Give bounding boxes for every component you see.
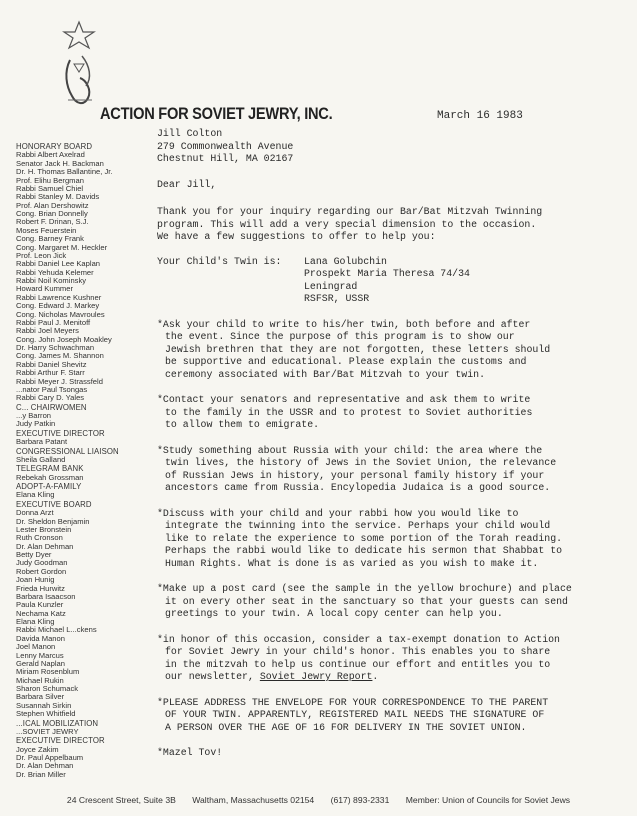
roster-group bbox=[16, 404, 158, 429]
envelope-note bbox=[157, 697, 625, 735]
roster-name: Dr. Brian Miller bbox=[16, 770, 66, 779]
twin-address bbox=[304, 256, 470, 306]
suggestion-write-twin bbox=[157, 319, 625, 382]
roster-name: Elana Kling bbox=[16, 618, 55, 626]
paragraph-line: to allow them to emigrate. bbox=[165, 419, 320, 430]
paragraph-line: greetings to your twin. A local copy center can help you. bbox=[165, 608, 503, 619]
paragraph-line: *Ask your child to write to his/her twin, both before and after bbox=[157, 318, 531, 330]
roster-name: Dr. Paul Appelbaum bbox=[16, 754, 84, 762]
roster-name: Gerald Naplan bbox=[16, 659, 65, 668]
roster-name: Betty Dyer bbox=[16, 551, 52, 559]
roster-name: Rabbi Stanley M. Davids bbox=[16, 193, 100, 202]
roster-name: Barbara Silver bbox=[16, 693, 65, 702]
roster-name: Cong. Brian Donnelly bbox=[16, 210, 88, 218]
roster-group bbox=[16, 483, 158, 500]
roster-name: Stephen Whitfield bbox=[16, 710, 76, 719]
roster-name: Rabbi Cary D. Yales bbox=[16, 394, 85, 403]
paragraph-line: OF YOUR TWIN. APPARENTLY, REGISTERED MAIL NEEDS THE SIGNATURE OF bbox=[165, 709, 545, 720]
recipient-address bbox=[157, 128, 625, 166]
organization-name: ACTION FOR SOVIET JEWRY, INC. bbox=[100, 104, 333, 123]
roster-name: Rabbi Daniel Lee Kaplan bbox=[16, 260, 101, 269]
roster-name: Cong. Margaret M. Heckler bbox=[16, 243, 108, 252]
roster-name: Robert F. Drinan, S.J. bbox=[16, 218, 89, 227]
recipient-line: Chestnut Hill, MA 02167 bbox=[157, 153, 294, 164]
twin-label: Your Child's Twin is: bbox=[157, 255, 282, 267]
roster-name: Cong. Barney Frank bbox=[16, 235, 84, 244]
intro-line: program. This will add a very special dimension to the occasion. bbox=[157, 218, 537, 230]
roster-name: Judy Patkin bbox=[16, 420, 56, 429]
roster-name: Cong. Edward J. Markey bbox=[16, 302, 100, 311]
board-roster bbox=[16, 142, 158, 779]
roster-name: Rabbi Daniel Shevitz bbox=[16, 360, 87, 369]
roster-name: Dr. Harry Schwachman bbox=[16, 344, 95, 352]
roster-name: Ruth Cronson bbox=[16, 534, 63, 543]
paragraph-line: *Study something about Russia with your child: the area where the bbox=[157, 444, 543, 456]
roster-heading: ADOPT-A-FAMILY bbox=[16, 482, 82, 491]
roster-name: Barbara Patant bbox=[16, 438, 68, 447]
roster-name: Rebekah Grossman bbox=[16, 473, 84, 482]
suggestion-donation bbox=[157, 634, 625, 684]
roster-name: ...nator Paul Tsongas bbox=[16, 385, 88, 394]
twin-address-line: Lana Golubchin bbox=[304, 255, 387, 267]
roster-name: Dr. Sheldon Benjamin bbox=[16, 517, 90, 526]
roster-name: Barbara Isaacson bbox=[16, 592, 76, 601]
twin-address-line: RSFSR, USSR bbox=[304, 293, 370, 304]
paragraph-line: it on every other seat in the sanctuary so that your guests can send bbox=[165, 595, 568, 607]
paragraph-line: *in honor of this occasion, consider a tax-exempt donation to Action bbox=[157, 633, 560, 645]
roster-name: ...SOVIET JEWRY bbox=[16, 727, 79, 736]
twin-address-line: Prospekt Maria Theresa 74/34 bbox=[304, 268, 470, 279]
roster-name: Dr. Alan Dehman bbox=[16, 542, 74, 551]
roster-name: Susannah Sirkin bbox=[16, 701, 72, 710]
roster-name: Rabbi Paul J. Menitoff bbox=[16, 318, 91, 327]
roster-name: Michael Rukin bbox=[16, 676, 64, 685]
organization-logo-icon bbox=[56, 20, 102, 116]
paragraph-line: in the mitzvah to help us continue our effort and entitles you to bbox=[165, 658, 551, 670]
paragraph-line: for Soviet Jewry in your child's honor. This enables you to share bbox=[165, 646, 551, 657]
roster-name: Joel Manon bbox=[16, 643, 56, 652]
roster-group bbox=[16, 501, 158, 719]
paragraph-line: twin lives, the history of Jews in the Soviet Union, the relevance bbox=[165, 457, 557, 468]
suggestion-contact-senators bbox=[157, 394, 625, 432]
roster-name: Prof. Alan Dershowitz bbox=[16, 201, 89, 210]
intro-line: Thank you for your inquiry regarding our Bar/Bat Mitzvah Twinning bbox=[157, 206, 543, 217]
roster-name: Davida Manon bbox=[16, 634, 65, 643]
paragraph-line: *Contact your senators and representative and ask them to write bbox=[157, 394, 531, 405]
paragraph-line: *Discuss with your child and your rabbi how you would like to bbox=[157, 507, 519, 519]
paragraph-line: Jewish brethren that they are not forgotten, these letters should bbox=[165, 343, 551, 355]
roster-heading: CONGRESSIONAL LIAISON bbox=[16, 446, 119, 456]
roster-group bbox=[16, 143, 158, 403]
paragraph-line: to the family in the USSR and to protest to Soviet authorities bbox=[165, 406, 533, 418]
roster-group bbox=[16, 465, 158, 482]
recipient-line: 279 Commonwealth Avenue bbox=[157, 140, 294, 152]
roster-heading: ...ICAL MOBILIZATION bbox=[16, 718, 99, 728]
roster-name: Lester Bronstein bbox=[16, 525, 72, 534]
roster-group bbox=[16, 448, 158, 465]
roster-heading: TELEGRAM BANK bbox=[16, 464, 84, 474]
footer-member: Member: Union of Councils for Soviet Jews bbox=[405, 795, 571, 805]
roster-heading: C... CHAIRWOMEN bbox=[16, 402, 87, 412]
letter-body bbox=[157, 128, 625, 760]
roster-name: Paula Kunzler bbox=[16, 601, 64, 610]
roster-name: Rabbi Arthur F. Starr bbox=[16, 369, 85, 378]
newsletter-title: Soviet Jewry Report bbox=[259, 671, 373, 682]
twin-info bbox=[157, 256, 625, 306]
recipient-line: Jill Colton bbox=[157, 128, 223, 139]
roster-name: Dr. H. Thomas Ballantine, Jr. bbox=[16, 168, 113, 177]
roster-name: Miriam Rosenblum bbox=[16, 668, 80, 677]
letterhead-footer bbox=[0, 795, 637, 805]
roster-group bbox=[16, 430, 158, 447]
footer-phone: (617) 893-2331 bbox=[330, 795, 390, 805]
paragraph-line: ancestors came from Russia. Encylopedia Judaica is a good source. bbox=[165, 482, 551, 493]
paragraph-line: integrate the twinning into the service. Perhaps your child would bbox=[165, 520, 551, 531]
roster-name: Sheila Galland bbox=[16, 455, 66, 464]
paragraph-line: A PERSON OVER THE AGE OF 16 FOR DELIVERY IN THE SOVIET UNION. bbox=[165, 721, 527, 733]
intro-paragraph bbox=[157, 206, 625, 244]
roster-group bbox=[16, 720, 158, 737]
roster-heading: EXECUTIVE DIRECTOR bbox=[16, 428, 105, 438]
newsletter-suffix: . bbox=[372, 671, 379, 682]
paragraph-line: Perhaps the rabbi would like to dedicate his sermon that Shabbat to bbox=[165, 545, 563, 556]
roster-name: Rabbi Yehuda Kelemer bbox=[16, 268, 94, 277]
roster-name: Prof. Leon Jick bbox=[16, 251, 67, 260]
paragraph-line: be supportive and educational. Please explain the customs and bbox=[165, 356, 527, 367]
roster-name: Rabbi Meyer J. Strassfeld bbox=[16, 377, 103, 386]
roster-name: Donna Arzt bbox=[16, 509, 54, 518]
paragraph-line: *Make up a post card (see the sample in the yellow brochure) and place bbox=[157, 583, 572, 594]
roster-name: Prof. Elihu Bergman bbox=[16, 176, 84, 185]
suggestion-post-card bbox=[157, 583, 625, 621]
roster-name: Nechama Katz bbox=[16, 609, 66, 618]
roster-name: Cong. James M. Shannon bbox=[16, 352, 104, 361]
roster-name: Moses Feuerstein bbox=[16, 226, 77, 235]
roster-name: Howard Kummer bbox=[16, 285, 73, 294]
roster-name: Sharon Schumack bbox=[16, 685, 79, 693]
roster-heading: EXECUTIVE DIRECTOR bbox=[16, 736, 105, 746]
roster-name: Dr. Alan Dehman bbox=[16, 762, 74, 771]
newsletter-prefix: our newsletter, bbox=[165, 671, 260, 682]
suggestion-study-russia bbox=[157, 445, 625, 495]
roster-name: Senator Jack H. Backman bbox=[16, 159, 104, 168]
paragraph-line: *PLEASE ADDRESS THE ENVELOPE FOR YOUR CORRESPONDENCE TO THE PARENT bbox=[157, 696, 549, 708]
twin-address-line: Leningrad bbox=[304, 280, 358, 292]
roster-group bbox=[16, 737, 158, 779]
paragraph-line: of Russian Jews in history, your personal family history if your bbox=[165, 469, 545, 481]
roster-name: Rabbi Albert Axelrad bbox=[16, 151, 85, 160]
suggestion-discuss-rabbi bbox=[157, 508, 625, 571]
closing: *Mazel Tov! bbox=[157, 747, 223, 758]
roster-name: Lenny Marcus bbox=[16, 651, 64, 660]
footer-street: 24 Crescent Street, Suite 3B bbox=[66, 795, 176, 805]
roster-name: Joyce Zakim bbox=[16, 745, 59, 754]
roster-name: Judy Goodman bbox=[16, 559, 68, 568]
paragraph-line: ceremony associated with Bar/Bat Mitzvah to your twin. bbox=[165, 368, 486, 380]
roster-name: ...y Barron bbox=[16, 412, 52, 420]
roster-heading: EXECUTIVE BOARD bbox=[16, 499, 92, 509]
roster-heading: HONORARY BOARD bbox=[16, 142, 93, 151]
roster-name: Frieda Hurwitz bbox=[16, 584, 65, 593]
letter-date: March 16 1983 bbox=[437, 110, 523, 122]
roster-name: Rabbi Noil Kominsky bbox=[16, 277, 87, 285]
paragraph-line bbox=[157, 671, 625, 684]
roster-name: Rabbi Samuel Chiel bbox=[16, 184, 84, 193]
roster-name: Cong. Nicholas Mavroules bbox=[16, 310, 105, 319]
roster-name: Robert Gordon bbox=[16, 567, 67, 576]
paragraph-line: Human Rights. What is done is as varied as you wish to make it. bbox=[165, 557, 539, 569]
salutation: Dear Jill, bbox=[157, 178, 217, 190]
roster-name: Cong. John Joseph Moakley bbox=[16, 335, 112, 344]
roster-name: Elana Kling bbox=[16, 491, 55, 500]
footer-city: Waltham, Massachusetts 02154 bbox=[192, 795, 315, 805]
intro-line: We have a few suggestions to offer to help you: bbox=[157, 231, 436, 242]
paragraph-line: the event. Since the purpose of this program is to show our bbox=[165, 331, 515, 342]
roster-name: Rabbi Lawrence Kushner bbox=[16, 293, 102, 302]
roster-name: Rabbi Joel Meyers bbox=[16, 327, 79, 336]
roster-name: Rabbi Michael L...ckens bbox=[16, 626, 97, 635]
roster-name: Joan Hunig bbox=[16, 576, 55, 585]
paragraph-line: like to relate the experience to some portion of the Torah reading. bbox=[165, 532, 563, 544]
